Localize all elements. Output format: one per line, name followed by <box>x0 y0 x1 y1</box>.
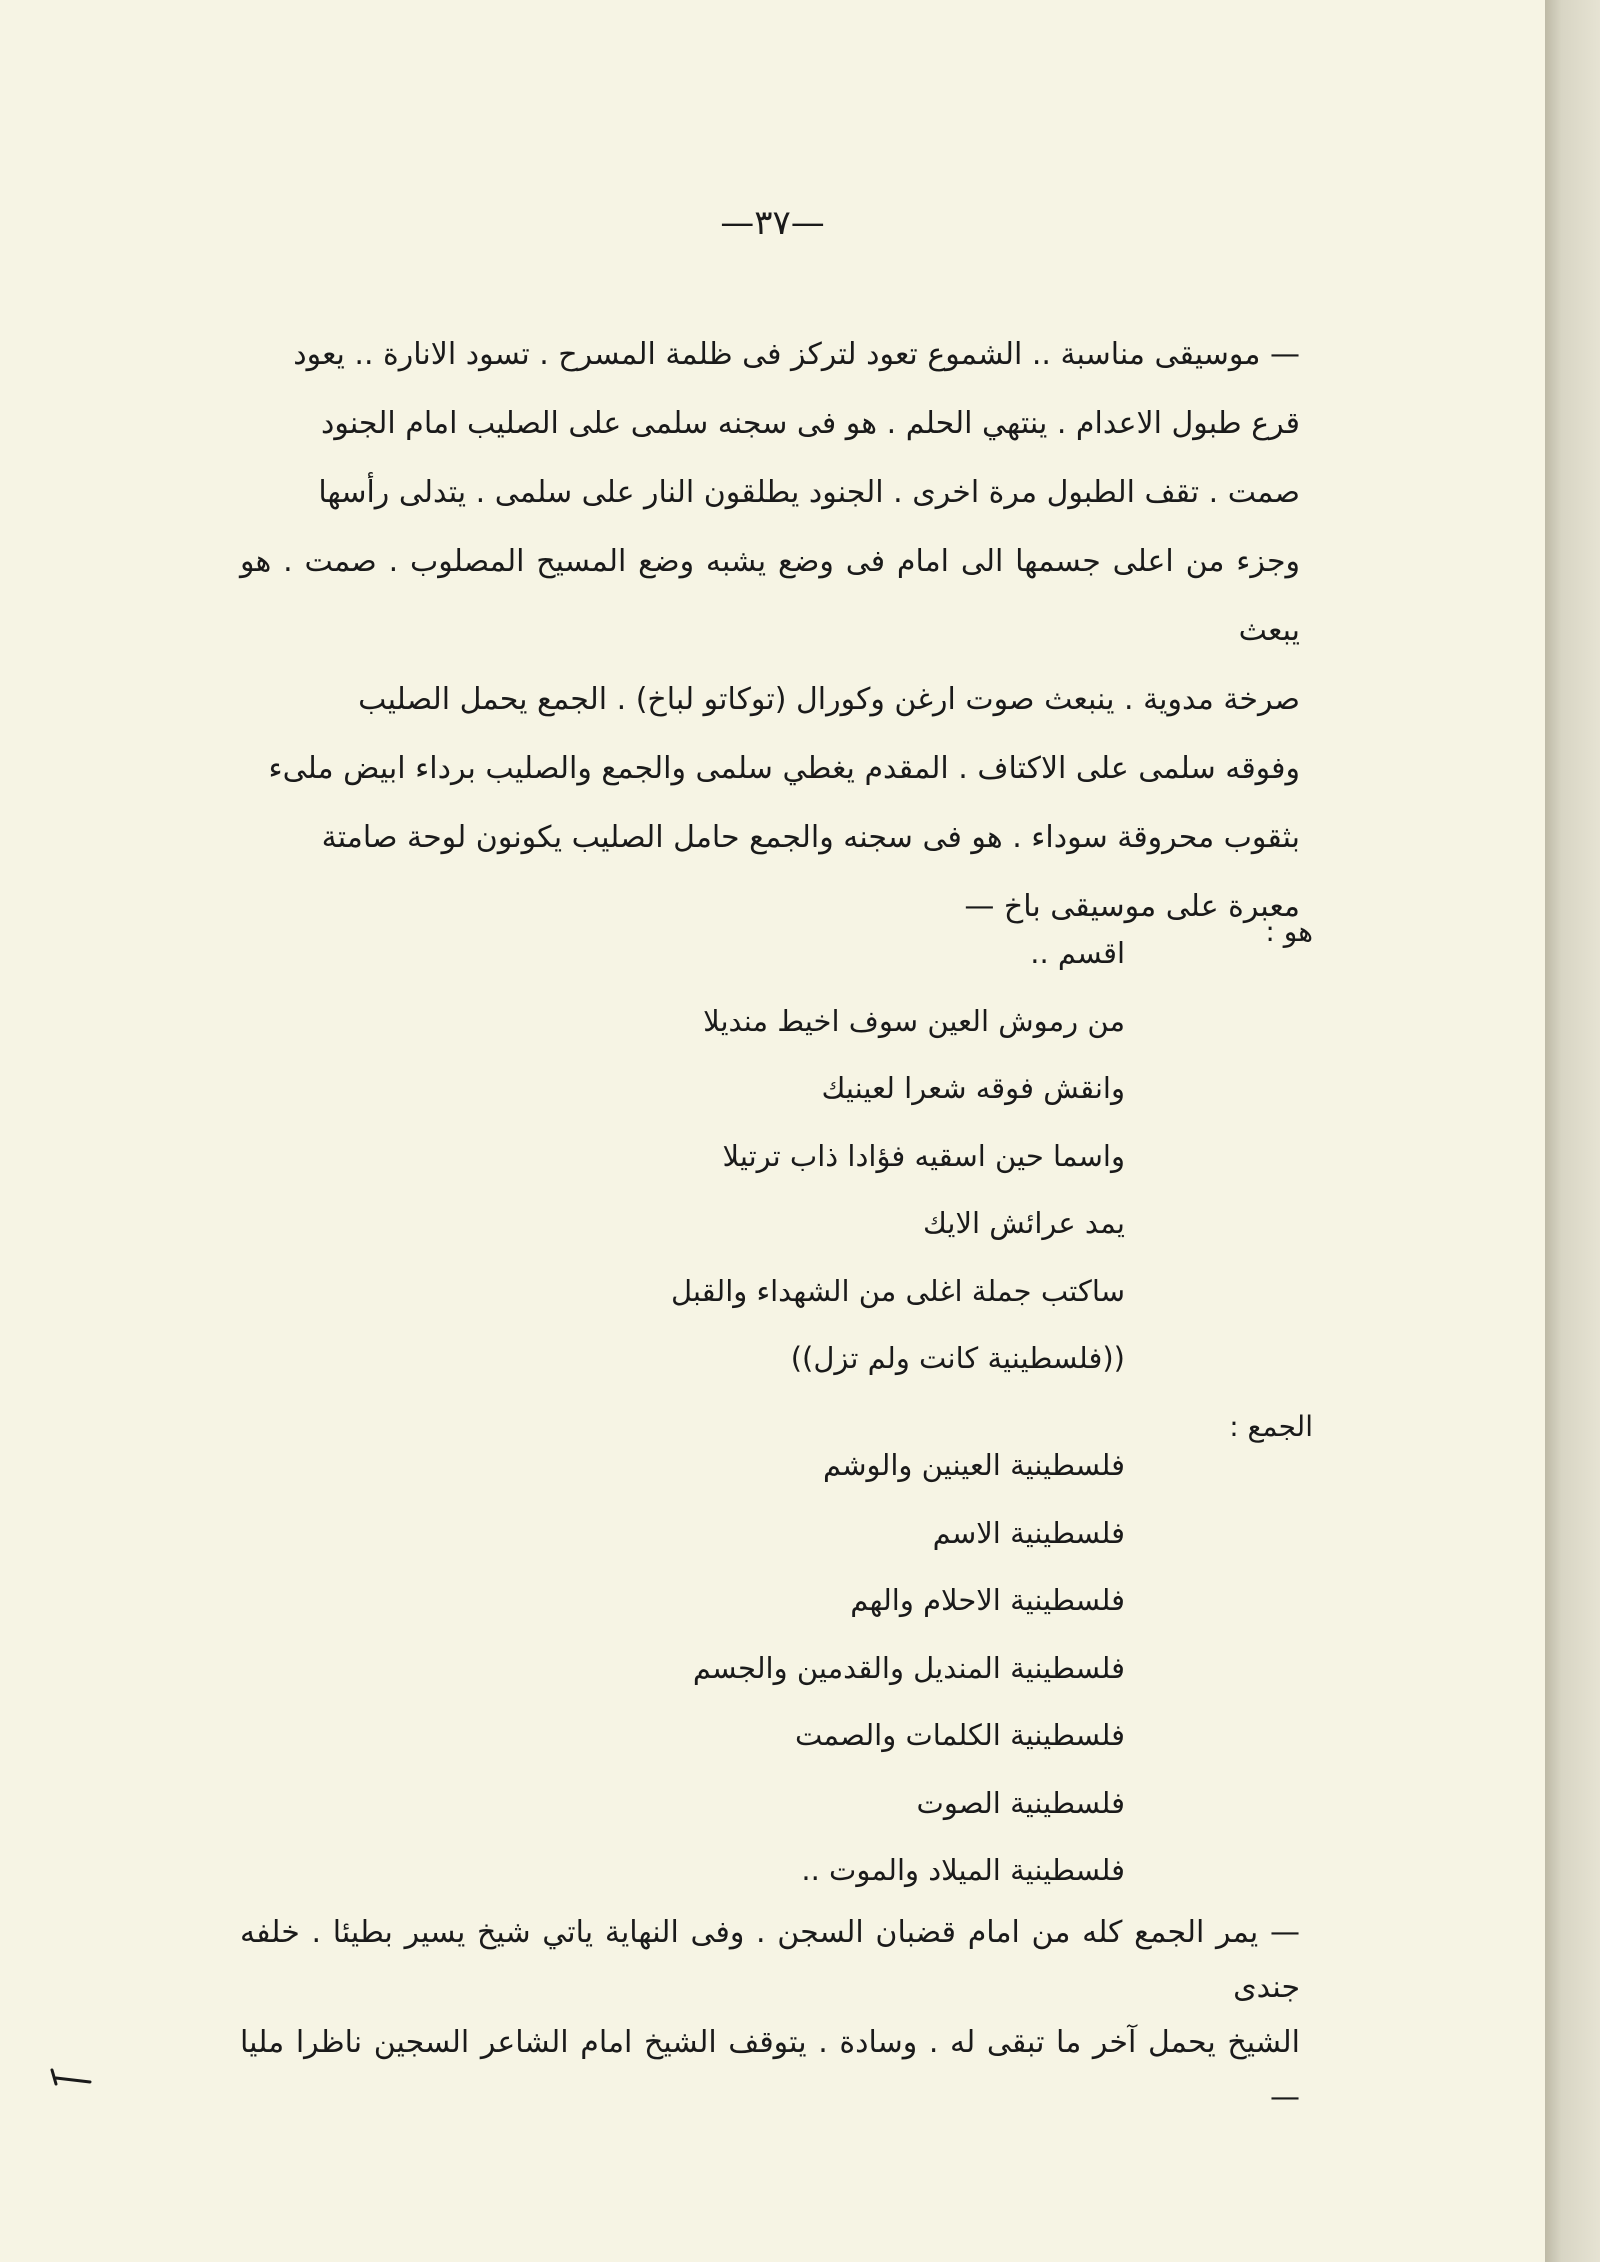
page-number: —٣٧— <box>720 203 825 243</box>
verse-line: فلسطينية الاسم <box>932 1515 1125 1550</box>
verse-line: فلسطينية الكلمات والصمت <box>794 1718 1125 1752</box>
closing-line: — يمر الجمع كله من امام قضبان السجن . وفى النهاية ياتي شيخ يسير بطيئا . خلفه جندى <box>240 1915 1300 2005</box>
verse-line: وانقش فوقه شعرا لعينيك <box>821 1071 1125 1105</box>
closing-paragraph <box>240 1905 1300 2125</box>
verse-line: فلسطينية الاحلام والهم <box>850 1583 1125 1617</box>
intro-line: وجزء من اعلى جسمها الى امام فى وضع يشبه وضع المسيح المصلوب . صمت . هو يبعث <box>240 544 1300 648</box>
verse-line: فلسطينية الصوت <box>916 1785 1125 1820</box>
verse-line: من رموش العين سوف اخيط منديلا <box>703 1003 1125 1038</box>
margin-dash-mark <box>50 2066 92 2088</box>
page-edge-shadow <box>1545 0 1600 2262</box>
verse-line: فلسطينية الميلاد والموت .. <box>801 1853 1125 1887</box>
closing-line: الشيخ يحمل آخر ما تبقى له . وسادة . يتوقف الشيخ امام الشاعر السجين ناظرا مليا — <box>240 2025 1300 2115</box>
intro-line: معبرة على موسيقى باخ — <box>964 889 1300 924</box>
verse-line: اقسم .. <box>1030 936 1125 970</box>
verse-line: ساكتب جملة اغلى من الشهداء والقبل <box>670 1273 1125 1308</box>
verse-line: فلسطينية العينين والوشم <box>822 1448 1125 1482</box>
verse-line: ((فلسطينية كانت ولم تزل)) <box>790 1341 1125 1375</box>
verse-line: يمد عرائش الايك <box>922 1206 1125 1240</box>
verse-block-he <box>671 920 1125 1393</box>
speaker-label-he: هو : <box>1265 915 1313 948</box>
intro-line: — موسيقى مناسبة .. الشموع تعود لتركز فى ظلمة المسرح . تسود الانارة .. يعود <box>293 337 1300 372</box>
intro-paragraph <box>240 320 1300 941</box>
verse-block-chorus <box>693 1432 1125 1905</box>
intro-line: قرع طبول الاعدام . ينتهي الحلم . هو فى سجنه سلمى على الصليب امام الجنود <box>321 406 1300 441</box>
intro-line: صرخة مدوية . ينبعث صوت ارغن وكورال (توكاتو لباخ) . الجمع يحمل الصليب <box>358 682 1300 717</box>
verse-line: واسما حين اسقيه فؤادا ذاب ترتيلا <box>722 1138 1125 1173</box>
verse-line: فلسطينية المنديل والقدمين والجسم <box>692 1650 1125 1685</box>
intro-line: وفوقه سلمى على الاكتاف . المقدم يغطي سلمى والجمع والصليب برداء ابيض ملىء <box>268 751 1300 786</box>
intro-line: صمت . تقف الطبول مرة اخرى . الجنود يطلقون النار على سلمى . يتدلى رأسها <box>318 475 1300 510</box>
speaker-label-chorus: الجمع : <box>1229 1410 1313 1443</box>
intro-line: بثقوب محروقة سوداء . هو فى سجنه والجمع حامل الصليب يكونون لوحة صامتة <box>321 820 1300 855</box>
